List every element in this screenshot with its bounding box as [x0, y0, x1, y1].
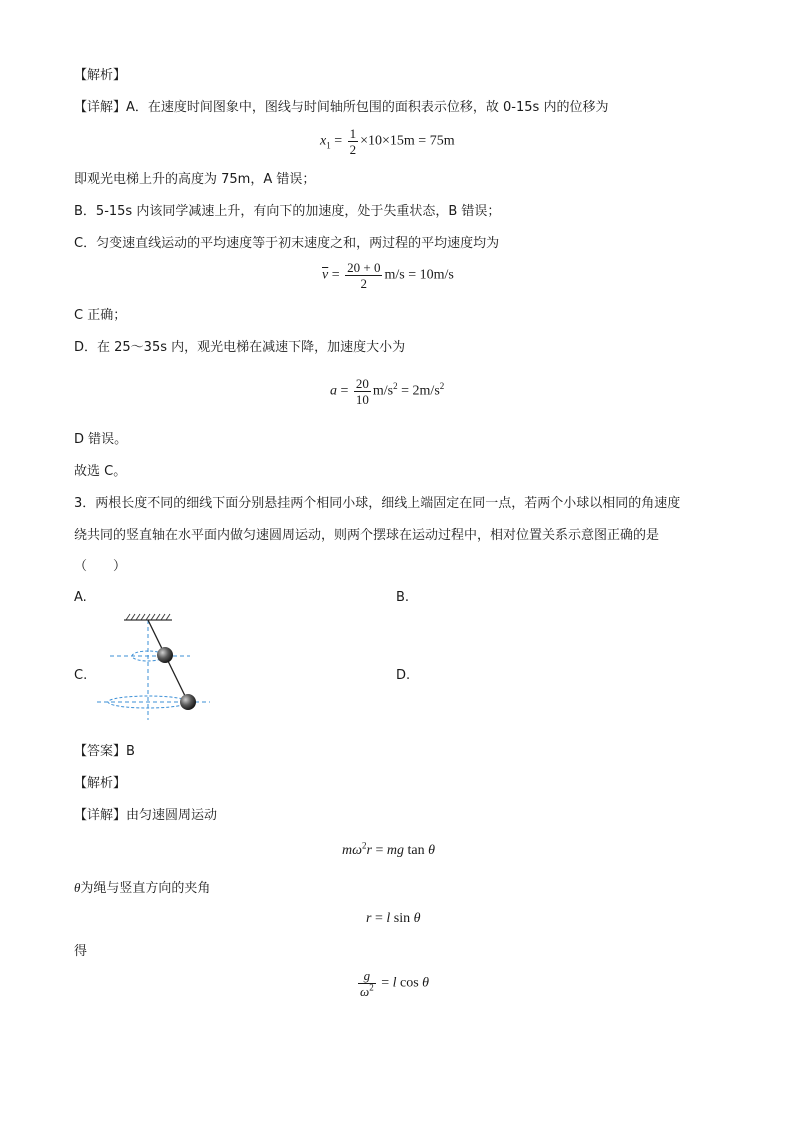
fraction: $\frac{20}{10}$: [355, 376, 369, 407]
analysis-heading: 【解析】: [74, 68, 127, 83]
eq-rest: m/s = 10m/s: [384, 267, 454, 283]
fraction: $\frac{g}{\omega^2}$: [360, 968, 374, 999]
line-d: D．在 25～35s 内，观光电梯在减速下降，加速度大小为: [74, 340, 406, 355]
pendulum-figure: [92, 612, 212, 722]
de-line: 得: [74, 944, 88, 959]
line-a-conclusion: 即观光电梯上升的高度为 75m，A 错误；: [74, 172, 316, 187]
line-c: C．匀变速直线运动的平均速度等于初末速度之和，两过程的平均速度均为: [74, 236, 500, 251]
eq-fn: tan: [404, 843, 429, 858]
ceiling-hatch: [126, 614, 170, 620]
detail-line-a: [74, 98, 608, 118]
question-3-stem-2: 绕共同的竖直轴在水平面内做匀速圆周运动，则两个摆球在运动过程中，相对位置关系示意图正确的是: [74, 528, 660, 543]
option-c-label: C.: [74, 668, 88, 683]
line-a-text: A．在速度时间图象中，图线与时间轴所包围的面积表示位移，故 0-15s 内的位移为: [126, 100, 609, 115]
eq-var: l: [392, 975, 397, 991]
fraction: $\frac{1}{2}$: [349, 126, 357, 157]
eq-unit: m/s: [372, 383, 394, 399]
line-d-conclusion: D 错误。: [74, 432, 128, 447]
theta-symbol: θ: [74, 880, 81, 895]
eq-sub: 1: [326, 140, 331, 151]
eq-var: a: [330, 383, 337, 399]
eq-var: m: [342, 843, 353, 858]
fraction: $\frac{20 + 0}{2}$: [347, 260, 381, 291]
eq-rest: = 2m/s: [397, 383, 440, 399]
choice-line: 故选 C。: [74, 464, 127, 479]
detail-line-q3: 【详解】由匀速圆周运动: [74, 808, 218, 823]
eq-var: θ: [413, 911, 421, 926]
eq-var: $\overline{v}$: [322, 267, 329, 283]
eq-fn: sin: [390, 911, 414, 926]
lower-ball: [180, 694, 196, 710]
option-b-label: B.: [396, 590, 410, 605]
equation-force: $m\omega^2r$ = mg tan θ: [342, 840, 435, 858]
line-b: B．5-15s 内该同学减速上升，有向下的加速度，处于失重状态，B 错误；: [74, 204, 501, 219]
eq-rest: ×10×15m = 75m: [360, 133, 455, 149]
detail-tag: 【详解】: [74, 100, 127, 115]
eq-var: mg: [386, 843, 404, 858]
eq-var: l: [386, 911, 391, 926]
eq-var: θ: [428, 843, 435, 858]
question-3-stem-3: （ ）: [74, 559, 127, 574]
analysis-heading-2: 【解析】: [74, 776, 127, 791]
eq-sign: =: [340, 383, 349, 399]
eq-var: θ: [422, 975, 430, 991]
eq-var: ω: [352, 843, 363, 858]
equation-avg-velocity: [322, 260, 454, 291]
eq-sign: =: [377, 975, 393, 991]
eq-sign: =: [371, 843, 387, 858]
theta-definition: [74, 878, 210, 899]
line-c-conclusion: C 正确；: [74, 308, 127, 323]
option-a-label: A.: [74, 590, 87, 605]
eq-var: r: [366, 843, 372, 858]
equation-result: [356, 968, 429, 999]
eq-var: x: [320, 133, 327, 149]
theta-text: 为绳与竖直方向的夹角: [80, 881, 211, 896]
question-3-stem-1: 3．两根长度不同的细线下面分别悬挂两个相同小球，细线上端固定在同一点，若两个小球以相同的角速度: [74, 496, 681, 511]
upper-ball: [157, 647, 173, 663]
option-d-label: D.: [396, 668, 411, 683]
eq-sign: =: [334, 133, 343, 149]
eq-fn: cos: [396, 975, 423, 991]
answer-line: 【答案】B: [74, 744, 135, 759]
equation-radius: [366, 910, 420, 928]
eq-var: r: [366, 911, 372, 926]
equation-displacement: [320, 126, 455, 157]
eq-sign: =: [371, 911, 387, 926]
eq-sign: =: [331, 267, 340, 283]
equation-acceleration: a = $\frac{20}{10}$ $m/s^2 = 2m/s^2$: [330, 376, 445, 407]
